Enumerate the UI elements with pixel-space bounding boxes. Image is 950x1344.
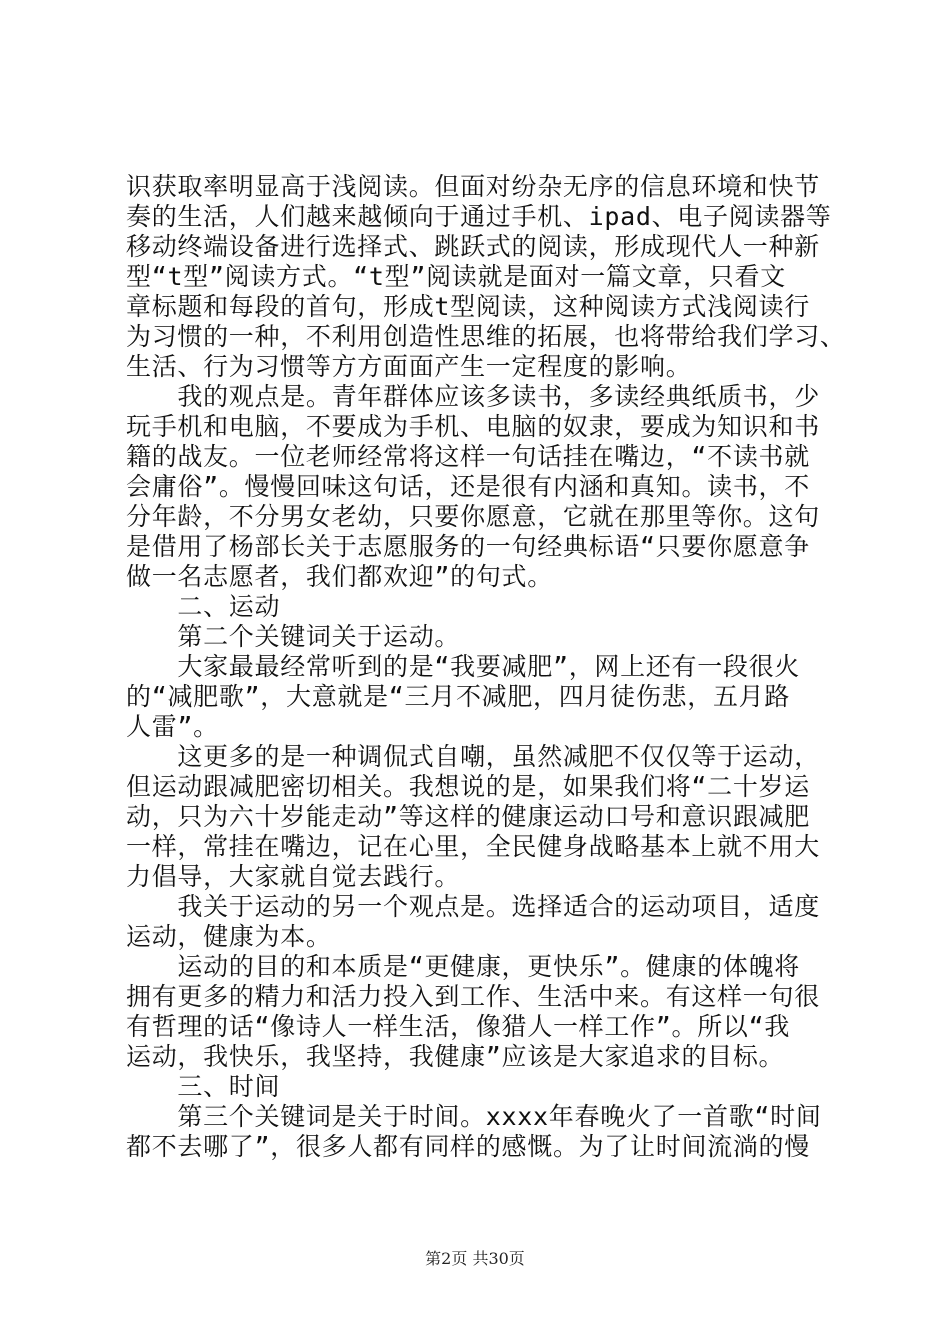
text-line: 力倡导，大家就自觉去践行。	[126, 862, 461, 891]
text-line: 第三个关键词是关于时间。xxxx年春晚火了一首歌“时间	[126, 1102, 822, 1131]
text-line: 运动的目的和本质是“更健康，更快乐”。健康的体魄将	[126, 952, 801, 981]
text-line: 我关于运动的另一个观点是。选择适合的运动项目，适度	[126, 892, 820, 921]
text-line: 的“减肥歌”，大意就是“三月不减肥，四月徒伤悲，五月路	[126, 682, 791, 711]
text-line: 一样，常挂在嘴边，记在心里，全民健身战略基本上就不用大	[126, 832, 820, 861]
section-heading: 二、运动	[126, 592, 281, 621]
text-line: 做一名志愿者，我们都欢迎”的句式。	[126, 562, 553, 591]
text-line: 分年龄，不分男女老幼，只要你愿意，它就在那里等你。这句	[126, 502, 820, 531]
text-line: 我的观点是。青年群体应该多读书，多读经典纸质书，少	[126, 382, 820, 411]
page-number-footer: 第2页 共30页	[425, 1249, 525, 1268]
text-line: 是借用了杨部长关于志愿服务的一句经典标语“只要你愿意争	[126, 532, 810, 561]
text-line: 动，只为六十岁能走动”等这样的健康运动口号和意识跟减肥	[126, 802, 810, 831]
text-line: 型“t型”阅读方式。“t型”阅读就是面对一篇文章，只看文	[126, 262, 786, 291]
text-line: 运动，我快乐，我坚持，我健康”应该是大家追求的目标。	[126, 1042, 785, 1071]
section-heading: 三、时间	[126, 1072, 281, 1101]
text-line: 章标题和每段的首句，形成t型阅读，这种阅读方式浅阅读行	[126, 292, 810, 321]
text-line: 拥有更多的精力和活力投入到工作、生活中来。有这样一句很	[126, 982, 820, 1011]
text-line: 运动，健康为本。	[126, 922, 332, 951]
text-line: 籍的战友。一位老师经常将这样一句话挂在嘴边，“不读书就	[126, 442, 810, 471]
text-line: 玩手机和电脑，不要成为手机、电脑的奴隶，要成为知识和书	[126, 412, 820, 441]
text-line: 为习惯的一种，不利用创造性思维的拓展，也将带给我们学习、	[126, 322, 846, 351]
text-line: 奏的生活，人们越来越倾向于通过手机、ipad、电子阅读器等	[126, 202, 832, 231]
text-line: 但运动跟减肥密切相关。我想说的是，如果我们将“二十岁运	[126, 772, 810, 801]
text-line: 大家最最经常听到的是“我要减肥”，网上还有一段很火	[126, 652, 801, 681]
document-body	[126, 172, 846, 1162]
text-line: 有哲理的话“像诗人一样生活，像猎人一样工作”。所以“我	[126, 1012, 791, 1041]
text-line: 第二个关键词关于运动。	[126, 622, 461, 651]
text-line: 移动终端设备进行选择式、跳跃式的阅读，形成现代人一种新	[126, 232, 820, 261]
text-line: 会庸俗”。慢慢回味这句话，还是很有内涵和真知。读书，不	[126, 472, 810, 501]
text-line: 识获取率明显高于浅阅读。但面对纷杂无序的信息环境和快节	[126, 172, 820, 201]
text-line: 生活、行为习惯等方方面面产生一定程度的影响。	[126, 352, 692, 381]
text-line: 这更多的是一种调侃式自嘲，虽然减肥不仅仅等于运动，	[126, 742, 820, 771]
text-line: 都不去哪了”，很多人都有同样的感慨。为了让时间流淌的慢	[126, 1132, 810, 1161]
text-line: 人雷”。	[126, 712, 219, 741]
